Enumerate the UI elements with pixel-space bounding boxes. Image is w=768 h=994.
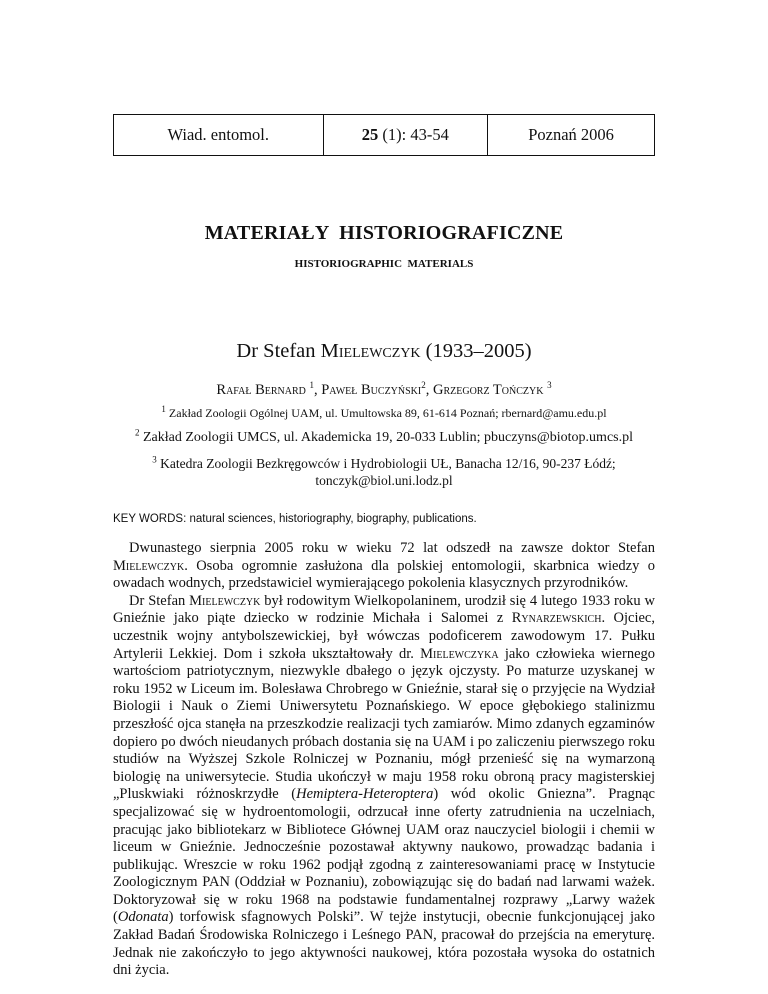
text-run: Dr Stefan xyxy=(129,592,190,609)
taxon-name: Hemiptera-Heteroptera xyxy=(296,786,434,803)
author-affiliation-number: 3 xyxy=(547,380,552,391)
text-run: jako człowieka wiernego wartościom patriotycznym, niezwykle dbałego o język ojczysty. Po maturze uzyskanej w roku 1952 w Liceum im. Bolesława Chrobrego w Gnieźnie, starał się o przyjęcie na Wydział Biologii i Nauk o Ziemi Uniwersytetu Poznańskiego. W epoce głębokiego stalinizmu przeszłość ojca stanęła na przeszkodzie realizacji tych zamiarów. Mimo zdanych egzaminów dopiero po dwóch nieudanych próbach dostania się na UAM i po zaliczeniu pierwszego roku studiów na Wyższej Szkole Rolniczej w Poznaniu, mógł przenieść się na wymarzoną biologię na uniwersytecie. Studia ukończył w maju 1958 roku obroną pracy magisterskiej „Pluskwiaki różnoskrzydłe ( xyxy=(113,645,656,803)
paragraph-2 xyxy=(113,593,655,980)
journal-header-table xyxy=(113,114,655,156)
affiliation-text: Zakład Zoologii Ogólnej UAM, ul. Umultowska 89, 61-614 Poznań; rbernard@amu.edu.pl xyxy=(168,406,607,420)
article-title-name: Mielewczyk xyxy=(320,340,421,362)
article-title xyxy=(0,340,768,363)
person-name: Mielewczyk xyxy=(189,592,261,609)
keywords: KEY WORDS: natural sciences, historiography, biography, publications. xyxy=(113,513,477,525)
affiliation-1 xyxy=(0,406,768,421)
place-year-cell xyxy=(488,115,655,156)
text-run: był rodowitym Wielkopolaninem, urodził się 4 lutego 1933 roku w Gnieźnie jako piąte dziecko w rodzinie Michała i Salomei z xyxy=(113,592,655,627)
taxon-name: Odonata xyxy=(117,909,169,926)
affiliation-text: Zakład Zoologii UMCS, ul. Akademicka 19, 20-033 Lublin; pbuczyns@biotop.umcs.pl xyxy=(142,430,633,445)
affiliation-3 xyxy=(0,455,768,489)
volume-cell xyxy=(323,115,488,156)
text-run: ) torfowisk sfagnowych Polski”. W tejże instytucji, obecnie funkcjonującej jako Zakład Badań Środowiska Rolniczego i Leśnego PAN, pracował do przejścia na emeryturę. Jednak nie zakończyło to jego aktywności naukowej, która pozostała wysoka do ostatnich dni życia. xyxy=(113,909,655,979)
section-subtitle: HISTORIOGRAPHIC MATERIALS xyxy=(294,258,474,270)
volume-number: 25 xyxy=(361,125,379,144)
affiliation-text: Katedra Zoologii Bezkręgowców i Hydrobiologii UŁ, Banacha 12/16, 90-237 Łódź; xyxy=(160,456,616,471)
article-body xyxy=(113,540,655,980)
article-title-prefix: Dr Stefan xyxy=(236,340,321,362)
issue-pages: (1): 43-54 xyxy=(378,125,449,144)
affiliation-number: 2 xyxy=(134,427,140,438)
author-name: Paweł Buczyński xyxy=(321,382,422,398)
place-year: Poznań 2006 xyxy=(528,125,614,144)
affiliation-email: tonczyk@biol.uni.lodz.pl xyxy=(315,473,453,488)
text-run: . Osoba ogromnie zasłużona dla polskiej entomologii, skarbnica wiedzy o owadach wodnych, przedstawiciel wymierającego pokolenia klasycznych przyrodników. xyxy=(113,557,655,592)
text-run: . Ojciec, uczestnik wojny antybolszewickiej, był wówczas podoficerem zawodowym 17. Pułku Artylerii Lekkiej. Dom i szkoła ukształtowały dr. xyxy=(113,610,655,662)
person-name: Rynarzewskich xyxy=(511,610,602,627)
affiliation-number: 3 xyxy=(152,454,157,465)
author-name: Grzegorz Tończyk xyxy=(432,382,544,398)
author-affiliation-number: 2 xyxy=(421,380,426,391)
section-title: MATERIAŁY HISTORIOGRAFICZNE xyxy=(204,222,564,244)
article-title-suffix: (1933–2005) xyxy=(420,340,532,362)
person-name: Mielewczyk xyxy=(113,557,185,574)
paragraph-1 xyxy=(113,540,655,593)
affiliation-number: 1 xyxy=(161,404,166,414)
text-run: Dwunastego sierpnia 2005 roku w wieku 72 lat odszedł na zawsze doktor Stefan xyxy=(129,540,655,556)
author-name: Rafał Bernard xyxy=(216,382,306,398)
journal-name-cell xyxy=(114,115,324,156)
author-affiliation-number: 1 xyxy=(309,380,314,391)
affiliation-2 xyxy=(0,427,768,446)
author-list: Rafał Bernard $^1$, Paweł Buczyński$^2$, Grzegorz Tończyk $^3$ xyxy=(216,380,552,398)
person-name: Mielewczyka xyxy=(420,645,499,662)
text-run: ) wód okolic Gniezna”. Pragnąc specjalizować się w hydroentomologii, odrzucał inne oferty zatrudnienia na uczelniach, pracując jako bibliotekarz w Bibliotece Głównej UAM oraz nauczyciel biologii i chemii w liceum w Gnieźnie. Jednocześnie pozostawał aktywny naukowo, prowadząc badania i publikując. Wreszcie w roku 1962 podjął zgodną z zainteresowaniami pracę w Instytucie Zoologicznym PAN (Oddział w Poznaniu), zobowiązując się do badań nad larwami ważek. Doktoryzował się w roku 1968 na podstawie fundamentalnej rozprawy „Larwy ważek ( xyxy=(113,786,655,926)
journal-name: Wiad. entomol. xyxy=(167,125,270,144)
